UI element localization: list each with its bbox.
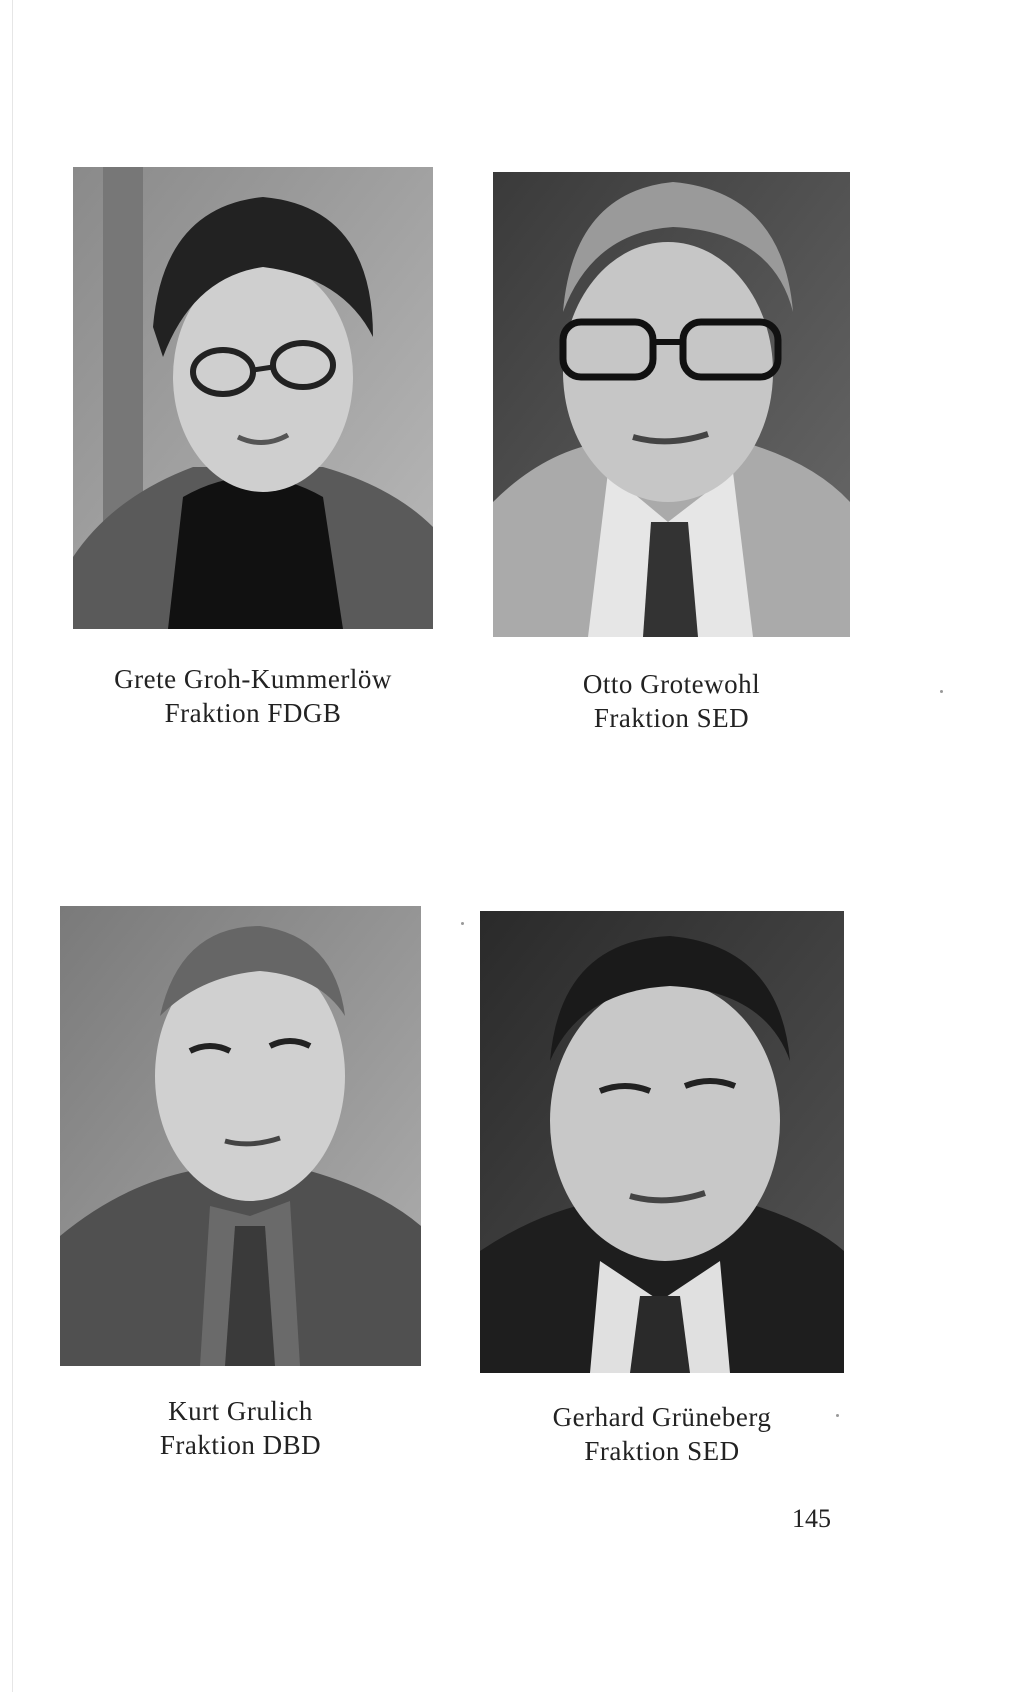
- caption-grueneberg: [480, 1400, 844, 1468]
- portrait-name: Grete Groh-Kummerlöw: [114, 664, 392, 694]
- portrait-faction: Fraktion DBD: [159, 1430, 322, 1460]
- portrait-faction: Fraktion FDGB: [164, 698, 342, 728]
- portrait-photo-groh-kummerloew: [73, 167, 433, 629]
- page-edge: [12, 0, 13, 1692]
- portrait-name: Otto Grotewohl: [582, 669, 761, 699]
- portrait-photo-grueneberg: [480, 911, 844, 1373]
- portrait-name: Kurt Grulich: [168, 1396, 313, 1426]
- caption-groh-kummerloew: [73, 662, 433, 730]
- portrait-faction: Fraktion SED: [593, 703, 750, 733]
- portrait-faction: Fraktion SED: [584, 1436, 740, 1466]
- scan-speck: [836, 1414, 839, 1417]
- caption-grulich: [60, 1394, 421, 1462]
- page-number: 145: [792, 1504, 831, 1533]
- portrait-photo-grotewohl: [493, 172, 850, 637]
- portrait-name: Gerhard Grüneberg: [552, 1402, 772, 1432]
- scan-speck: [940, 690, 943, 693]
- scan-speck: [461, 922, 464, 925]
- portrait-photo-grulich: [60, 906, 421, 1366]
- caption-grotewohl: [493, 667, 850, 735]
